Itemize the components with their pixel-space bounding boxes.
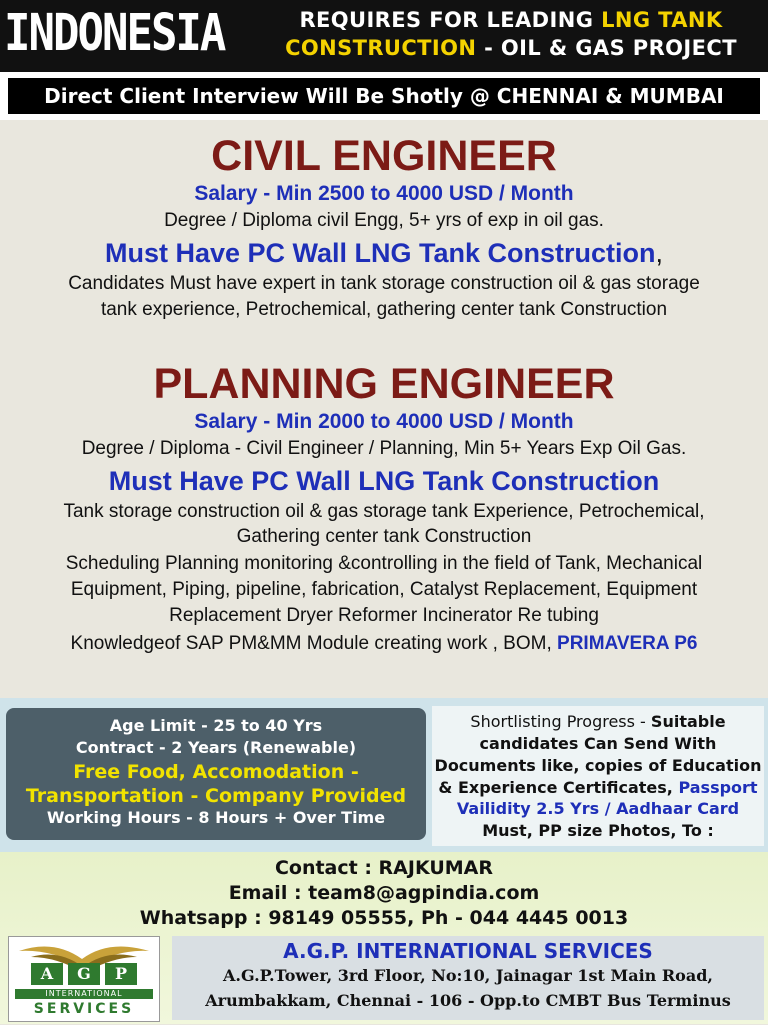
planning-degree: Degree / Diploma - Civil Engineer / Planning, Min 5+ Years Exp Oil Gas.	[81, 438, 687, 459]
address-line-2: Arumbakkam, Chennai - 106 - Opp.to CMBT Bus Terminus	[205, 991, 731, 1010]
planning-title: PLANNING ENGINEER	[153, 360, 615, 408]
planning-desc-3: Scheduling Planning monitoring &controlling in the field of Tank, Mechanical	[65, 553, 703, 574]
age-limit: Age Limit - 25 to 40 Yrs	[109, 716, 323, 735]
benefits-line-1: Free Food, Accomodation -	[73, 761, 359, 783]
shortlist-line-1: Shortlisting Progress - Suitable	[470, 712, 726, 731]
civil-title: CIVIL ENGINEER	[211, 132, 557, 180]
interview-notice: Direct Client Interview Will Be Shotly @ CHENNAI & MUMBAI	[8, 78, 760, 114]
contract-term: Contract - 2 Years (Renewable)	[75, 738, 357, 757]
civil-salary: Salary - Min 2500 to 4000 USD / Month	[194, 182, 574, 205]
address-line-1: A.G.P.Tower, 3rd Floor, No:10, Jainagar 1st Main Road,	[223, 966, 713, 985]
working-hours: Working Hours - 8 Hours + Over Time	[46, 808, 386, 827]
benefits-line-2: Transportation - Company Provided	[25, 785, 407, 807]
company-name: A.G.P. INTERNATIONAL SERVICES	[283, 939, 653, 963]
contact-email[interactable]: Email : team8@agpindia.com	[228, 882, 540, 904]
planning-salary: Salary - Min 2000 to 4000 USD / Month	[194, 410, 574, 433]
shortlist-line-4: & Experience Certificates, Passport	[438, 778, 758, 797]
planning-desc-5: Replacement Dryer Reformer Incinerator Re tubing	[169, 605, 599, 626]
header-line-2: CONSTRUCTION - OIL & GAS PROJECT	[285, 36, 737, 60]
civil-degree: Degree / Diploma civil Engg, 5+ yrs of exp in oil gas.	[164, 210, 604, 231]
planning-desc-4: Equipment, Piping, pipeline, fabrication, Catalyst Replacement, Equipment	[70, 579, 698, 600]
header-country: INDONESIA	[4, 4, 225, 63]
planning-desc-1: Tank storage construction oil & gas storage tank Experience, Petrochemical,	[63, 501, 705, 522]
company-logo	[8, 936, 160, 1022]
planning-desc-6: Knowledgeof SAP PM&MM Module creating work , BOM, PRIMAVERA P6	[70, 633, 698, 654]
shortlist-line-6: Must, PP size Photos, To :	[482, 821, 714, 840]
planning-must-have: Must Have PC Wall LNG Tank Construction	[108, 466, 660, 496]
logo-letter-a: A	[31, 963, 63, 985]
contact-name: Contact : RAJKUMAR	[274, 857, 494, 879]
civil-desc-1: Candidates Must have expert in tank storage construction oil & gas storage	[68, 273, 700, 294]
shortlist-line-2: candidates Can Send With	[479, 734, 717, 753]
contact-phone: Whatsapp : 98149 05555, Ph - 044 4445 0013	[139, 907, 629, 929]
shortlist-line-3: Documents like, copies of Education	[434, 756, 762, 775]
shortlist-line-5: Vailidity 2.5 Yrs / Aadhaar Card	[456, 799, 740, 818]
civil-desc-2: tank experience, Petrochemical, gathering center tank Construction	[100, 299, 668, 320]
logo-services: SERVICES	[33, 1001, 135, 1017]
header-line-1: REQUIRES FOR LEADING LNG TANK	[299, 8, 723, 32]
civil-must-have: Must Have PC Wall LNG Tank Construction,	[104, 238, 664, 268]
planning-desc-2: Gathering center tank Construction	[236, 526, 532, 547]
logo-letter-g: G	[68, 963, 100, 985]
logo-letter-p: P	[105, 963, 137, 985]
logo-band: INTERNATIONAL	[15, 989, 153, 999]
